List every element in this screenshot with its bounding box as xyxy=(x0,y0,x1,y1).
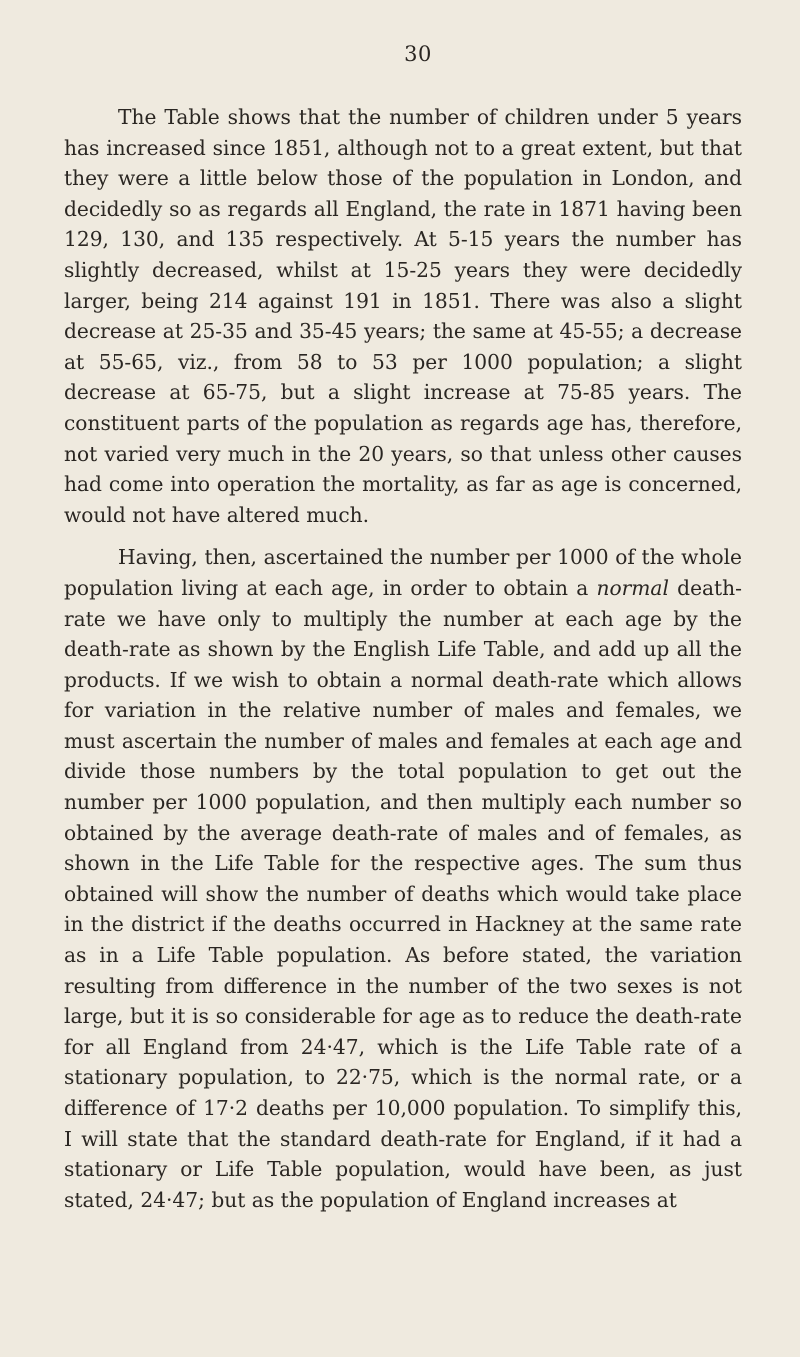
paragraph-text-before-italic: Having, then, ascertained the number per 1000 of the whole population living at each age, in order to obtain a xyxy=(64,545,742,600)
paragraph-age-distribution: The Table shows that the number of children under 5 years has increased since 1851, although not to a great extent, but that they were a little below those of the population in London, and decidedly so as regards all England, the rate in 1871 having been 129, 130, and 135 respectively. At 5-15 years the number has slightly decreased, whilst at 15-25 years they were decidedly larger, being 214 against 191 in 1851. There was also a slight decrease at 25-35 and 35-45 years; the same at 45-55; a decrease at 55-65, viz., from 58 to 53 per 1000 population; a slight decrease at 65-75, but a slight increase at 75-85 years. The constituent parts of the population as regards age has, therefore, not varied very much in the 20 years, so that unless other causes had come into operation the mortality, as far as age is concerned, would not have altered much. xyxy=(64,105,742,527)
italic-term-normal: normal xyxy=(596,575,669,600)
paragraph-normal-death-rate xyxy=(64,542,742,1215)
page-number: 30 xyxy=(404,42,432,66)
paragraph-text-after-italic: death-rate we have only to multiply the number at each age by the death-rate as shown by the English Life Table, and add up all the products. If we wish to obtain a normal death-rate which allows for variation in the relative number of males and females, we must ascertain the number of males and females at each age and divide those numbers by the total population to get out the number per 1000 population, and then multiply each number so obtained by the average death-rate of males and of females, as shown in the Life Table for the respective ages. The sum thus obtained will show the number of deaths which would take place in the district if the deaths occurred in Hackney at the same rate as in a Life Table population. As before stated, the variation resulting from difference in the number of the two sexes is not large, but it is so considerable for age as to reduce the death-rate for all England from 24·47, which is the Life Table rate of a stationary population, to 22·75, which is the normal rate, or a difference of 17·2 deaths per 10,000 population. To simplify this, I will state that the standard death-rate for England, if it had a stationary or Life Table population, would have been, as just stated, 24·47; but as the population of England increases at xyxy=(64,575,742,1212)
body-text xyxy=(64,102,742,1215)
